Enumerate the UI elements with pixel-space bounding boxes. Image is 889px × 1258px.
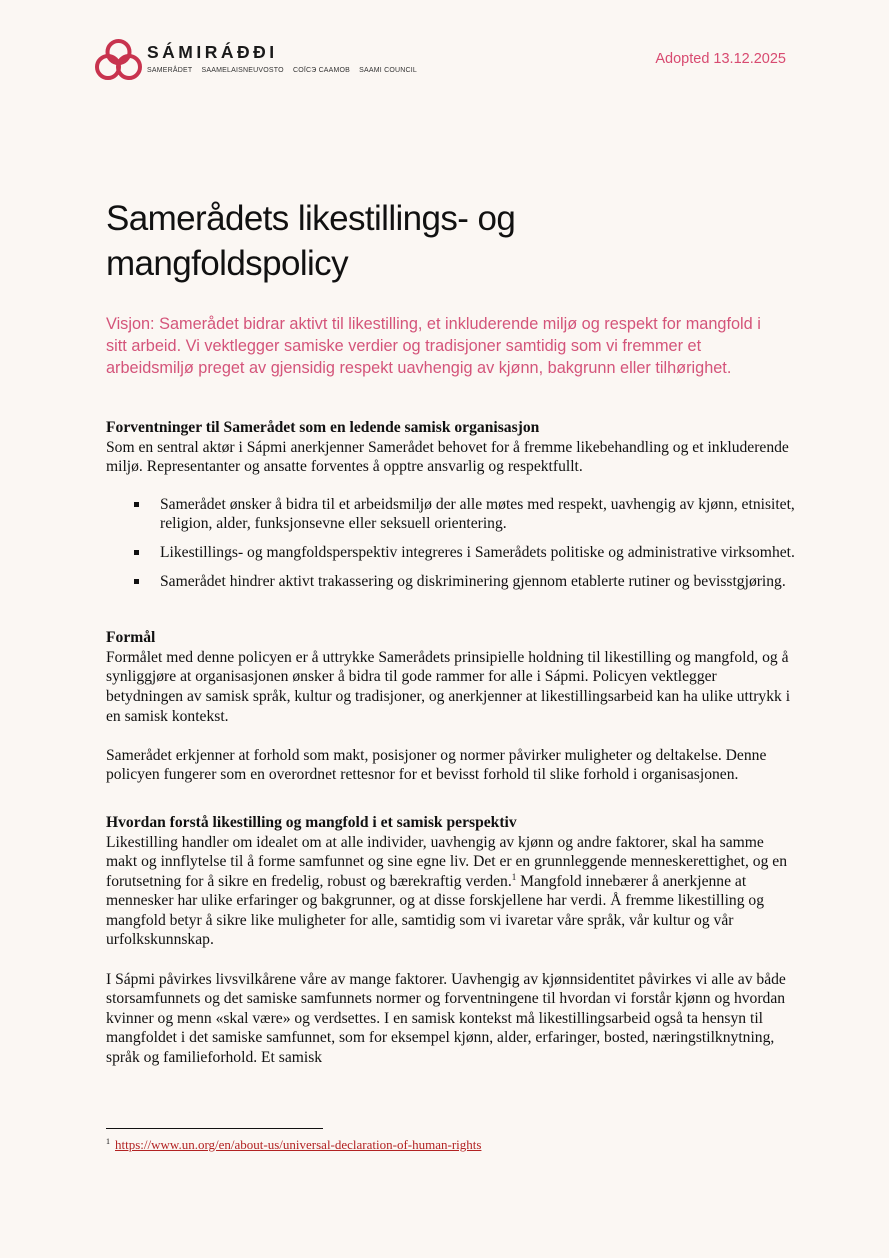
paragraph-text: Mangfold innebærer å anerkjenne at mennesker har ulike erfaringer og bakgrunner, og at disse forskjellene har verdi. Å fremme likestilling og mangfold betyr å sikre like muligheter for alle, samtidig som vi ivaretar våre språk, vår kultur og vår urfolkskunnskap. bbox=[106, 872, 764, 949]
section-heading-expectations: Forventninger til Samerådet som en ledende samisk organisasjon bbox=[106, 419, 540, 436]
section-heading-purpose: Formål bbox=[106, 629, 156, 647]
paragraph-text: Likestilling handler om idealet om at alle individer, uavhengig av kjønn og andre faktorer, skal ha samme makt og innflytelse til å forme samfunnet og sine egne liv. Det er en grunnleggende menneskerettighet, og en forutsetning for å sikre en fredelig, robust og bærekraftig verden. bbox=[106, 833, 788, 890]
footnote bbox=[106, 1137, 481, 1153]
logo-wordmark: SÁMIRÁÐÐI bbox=[147, 42, 278, 62]
vision-statement: Visjon: Samerådet bidrar aktivt til likestilling, et inkluderende miljø og respekt for mangfold i sitt arbeid. Vi vektlegger samiske verdier og tradisjoner samtidig som vi fremmer et arbeidsmiljø preget av gjensidig respekt uavhengig av kjønn, bakgrunn eller tilhørighet. bbox=[106, 315, 761, 377]
footnote-divider bbox=[106, 1128, 323, 1129]
logo-subtitle-2: SAAMELAISNEUVOSTO bbox=[201, 67, 284, 74]
document-title: Samerådets likestillings- og mangfoldspolicy bbox=[106, 199, 516, 283]
bullet-item: Samerådet hindrer aktivt trakassering og diskriminering gjennom etablerte rutiner og bevisstgjøring. bbox=[106, 572, 796, 592]
organization-logo bbox=[94, 38, 424, 84]
document-body bbox=[106, 418, 796, 1068]
section-paragraph bbox=[106, 833, 796, 951]
adopted-date: Adopted 13.12.2025 bbox=[655, 51, 786, 67]
section-paragraph: Samerådet erkjenner at forhold som makt, posisjoner og normer påvirker muligheter og deltakelse. Denne policyen fungerer som en overordnet rettesnor for et bevisst forhold til slike forhold i organisasjonen. bbox=[106, 746, 767, 784]
section-paragraph: I Sápmi påvirkes livsvilkårene våre av mange faktorer. Uavhengig av kjønnsidentitet påvirkes vi alle av både storsamfunnets og det samiske samfunnets normer og forventningene til hvordan vi forstår kjønn og hvordan kvinner og menn «skal være» og verdsettes. I en samisk kontekst må likestillingsarbeid også ta hensyn til mangfoldet i det samiske samfunnet, som for eksempel kjønn, alder, erfaringer, bosted, næringstilknytning, språk og familieforhold. Et samisk bbox=[106, 970, 786, 1067]
logo-rings-icon bbox=[94, 38, 144, 84]
logo-subtitle-4: SAAMI COUNCIL bbox=[359, 67, 417, 74]
bullet-item: Likestillings- og mangfoldsperspektiv integreres i Samerådets politiske og administrative virksomhet. bbox=[106, 543, 796, 563]
section-paragraph: Formålet med denne policyen er å uttrykke Samerådets prinsipielle holdning til likestilling og mangfold, og å synliggjøre at organisasjonen ønsker å bidra til gode rammer for alle i Sápmi. Policyen vektlegger betydningen av samisk språk, kultur og tradisjoner, og anerkjenner at likestillingsarbeid kan ha ulike uttrykk i en samisk kontekst. bbox=[106, 648, 791, 725]
logo-subtitle-3: COÏCЭ САAMOB bbox=[292, 67, 350, 74]
logo-subtitle bbox=[147, 67, 424, 74]
section-heading-perspective: Hvordan forstå likestilling og mangfold i et samisk perspektiv bbox=[106, 813, 517, 831]
footnote-marker: 1 bbox=[106, 1137, 110, 1146]
section-paragraph: Som en sentral aktør i Sápmi anerkjenner Samerådet behovet for å fremme likebehandling og et inkluderende miljø. Representanter og ansatte forventes å opptre ansvarlig og respektfullt. bbox=[106, 438, 789, 476]
logo-subtitle-1: SAMERÅDET bbox=[147, 67, 193, 74]
bullet-list bbox=[106, 495, 796, 591]
footnote-link[interactable]: https://www.un.org/en/about-us/universal-declaration-of-human-rights bbox=[115, 1137, 482, 1152]
bullet-item: Samerådet ønsker å bidra til et arbeidsmiljø der alle møtes med respekt, uavhengig av kjønn, etnisitet, religion, alder, funksjonsevne eller seksuell orientering. bbox=[106, 495, 796, 534]
footnote-reference[interactable]: 1 bbox=[511, 871, 517, 882]
